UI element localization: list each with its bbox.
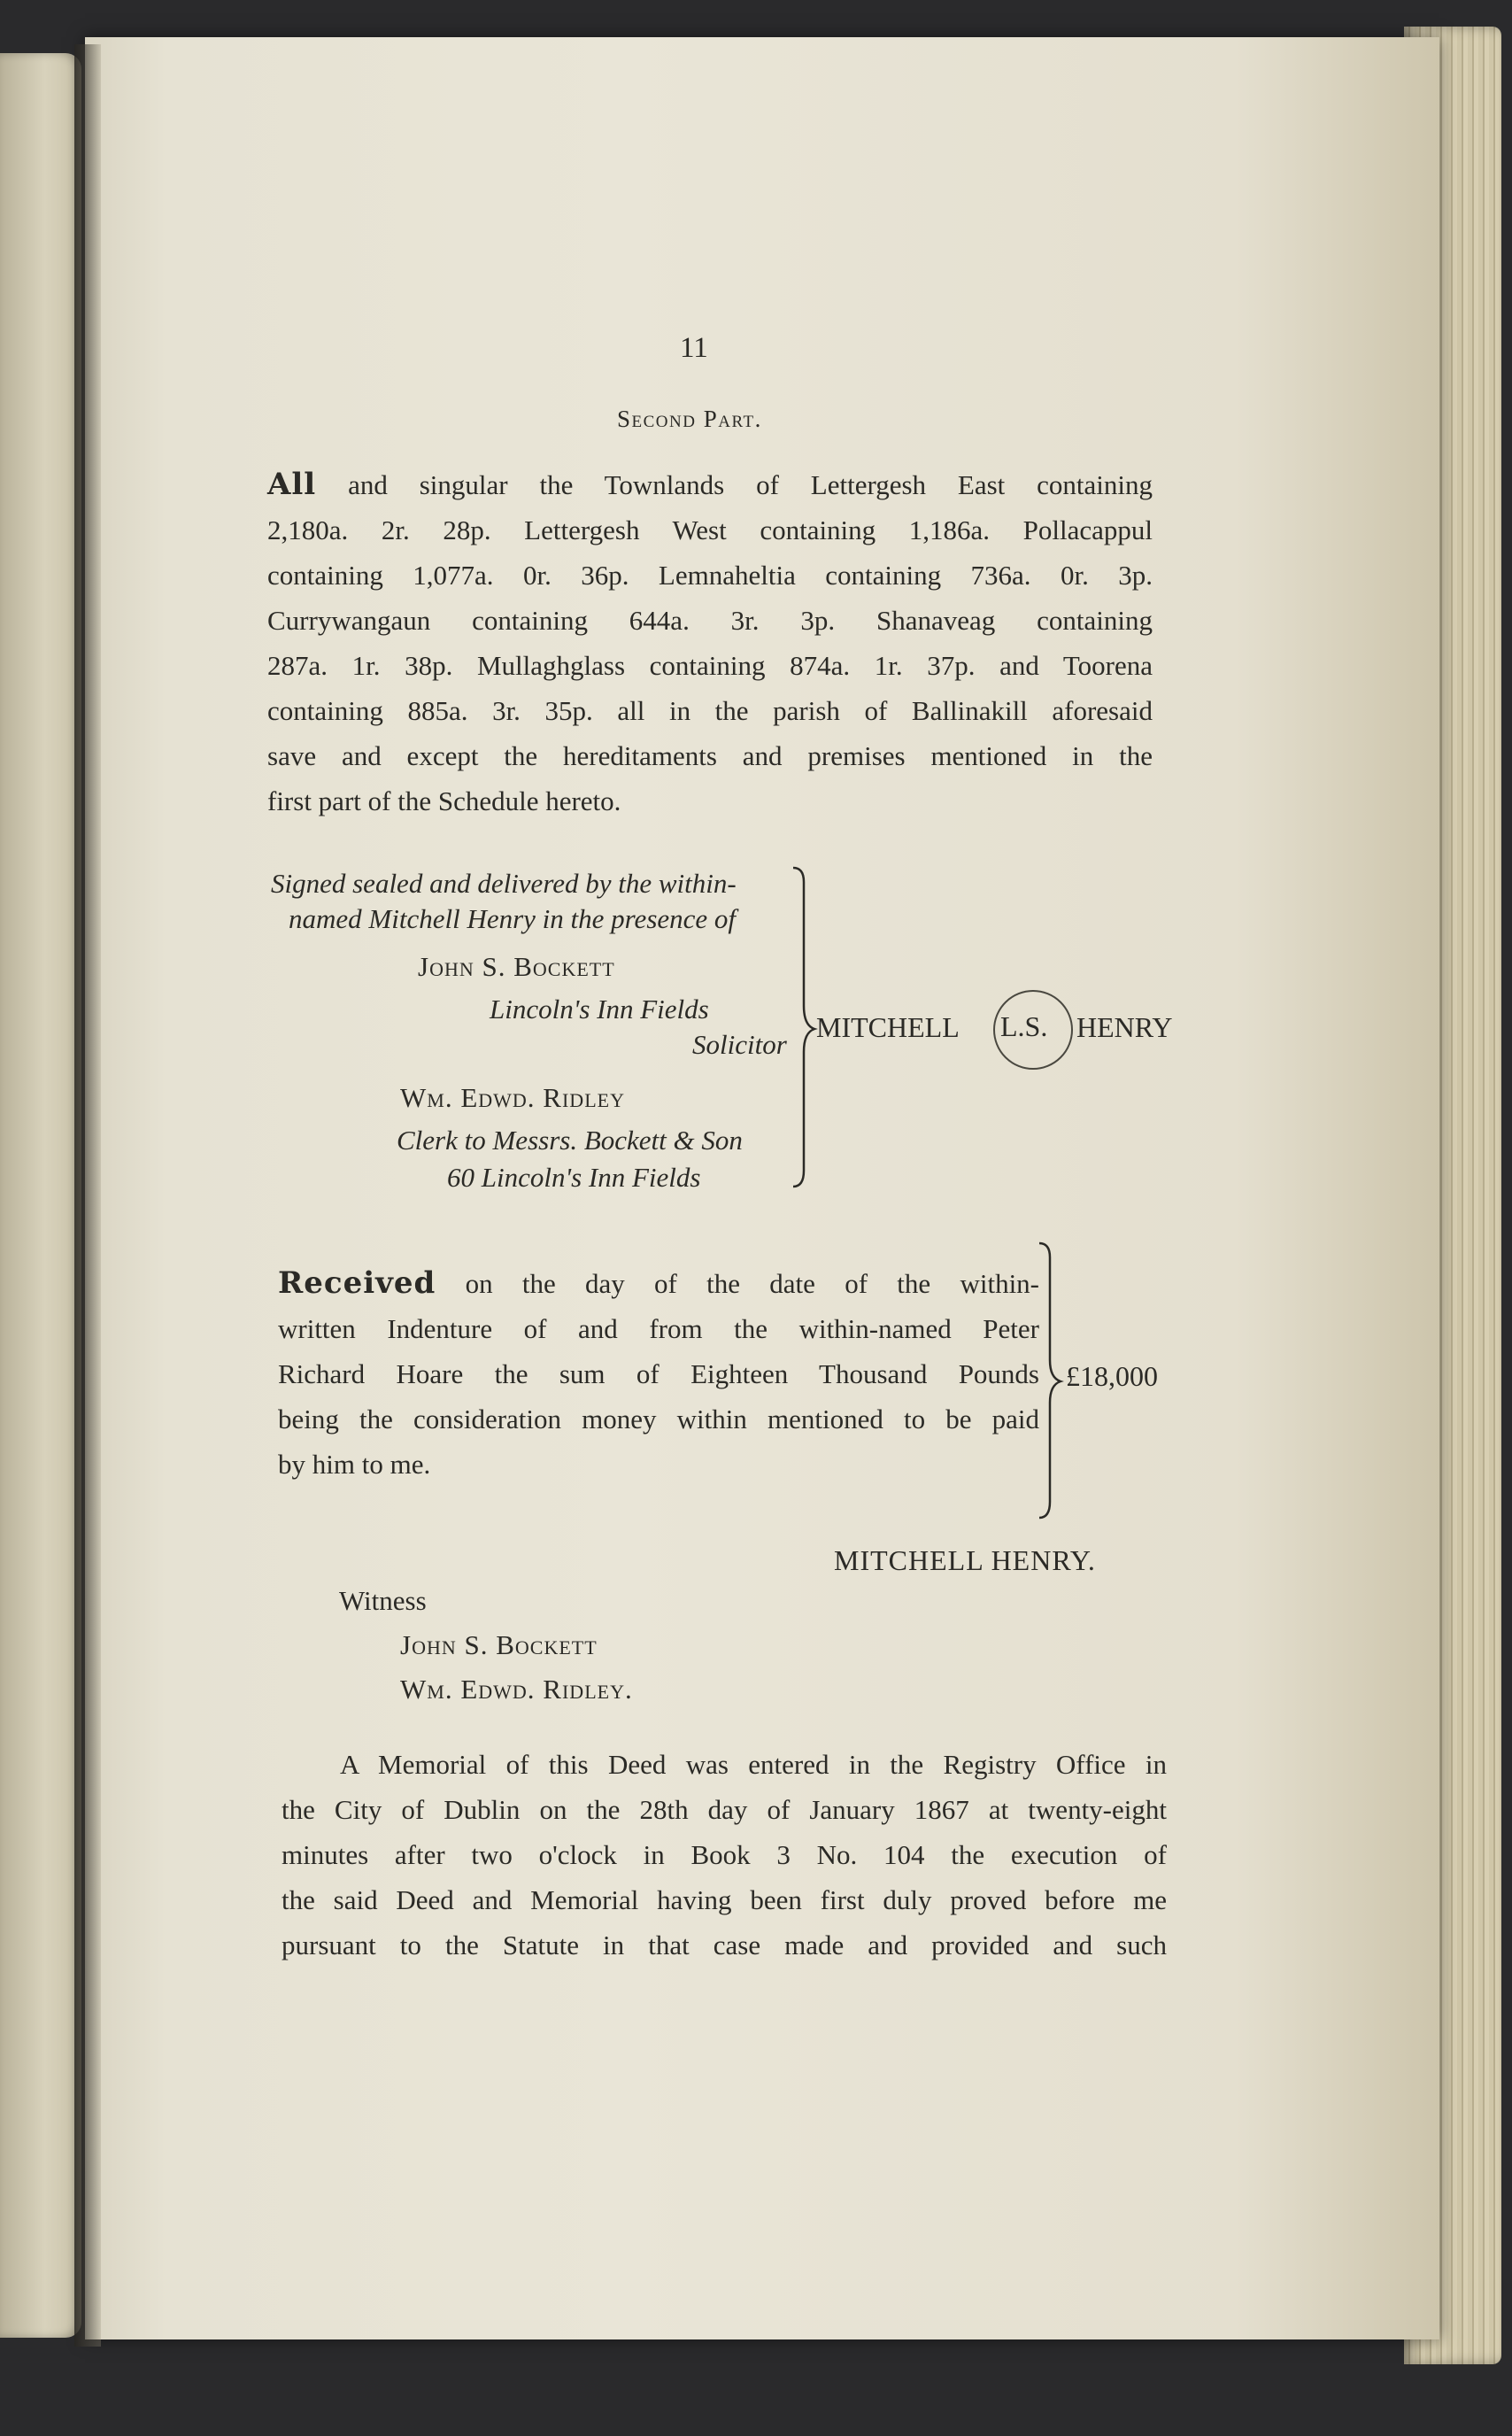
- receipt-amount: £18,000: [1066, 1360, 1158, 1392]
- schedule-paragraph: [267, 462, 1153, 824]
- receipt-witness1: John S. Bockett: [400, 1629, 598, 1660]
- receipt-line: being the consideration money within mentioned to be paid: [278, 1404, 1039, 1435]
- left-page-edge: [0, 53, 81, 2338]
- schedule-line: containing 1,077a. 0r. 36p. Lemnaheltia containing 736a. 0r. 3p.: [267, 560, 1153, 591]
- receipt-signature: MITCHELL HENRY.: [834, 1544, 1096, 1576]
- attestation-line: named Mitchell Henry in the presence of: [289, 903, 737, 934]
- section-heading: Second Part.: [617, 406, 762, 432]
- receipt-line: by him to me.: [278, 1449, 431, 1480]
- memorial-line: minutes after two o'clock in Book 3 No. 104 the execution of: [282, 1839, 1167, 1870]
- receipt-lead-word: Received: [278, 1265, 436, 1301]
- witness2-address: 60 Lincoln's Inn Fields: [447, 1162, 701, 1193]
- schedule-line: 2,180a. 2r. 28p. Lettergesh West containing 1,186a. Pollacappul: [267, 514, 1153, 545]
- schedule-line: save and except the hereditaments and premises mentioned in the: [267, 740, 1153, 771]
- witness2-name: Wm. Edwd. Ridley: [400, 1082, 625, 1113]
- schedule-line: All and singular the Townlands of Lettergesh East containing: [267, 467, 1153, 502]
- schedule-lead-word: All: [267, 467, 317, 502]
- receipt-line: Richard Hoare the sum of Eighteen Thousand Pounds: [278, 1358, 1039, 1389]
- receipt-line: written Indenture of and from the within-named Peter: [278, 1313, 1039, 1344]
- witness2-role: Clerk to Messrs. Bockett & Son: [397, 1125, 743, 1156]
- receipt-brace: [1034, 1240, 1069, 1521]
- memorial-line: the City of Dublin on the 28th day of January 1867 at twenty-eight: [282, 1794, 1167, 1825]
- receipt-witness2: Wm. Edwd. Ridley.: [400, 1674, 633, 1705]
- witness1-address: Lincoln's Inn Fields: [490, 994, 709, 1025]
- memorial-paragraph: [282, 1742, 1167, 1968]
- schedule-line: Currywangaun containing 644a. 3r. 3p. Shanaveag containing: [267, 605, 1153, 636]
- signatory-first-name: MITCHELL: [816, 1011, 960, 1043]
- witness1-name: John S. Bockett: [418, 951, 615, 982]
- page-number: 11: [680, 332, 708, 364]
- book-page: [85, 37, 1439, 2339]
- schedule-line: first part of the Schedule hereto.: [267, 785, 621, 816]
- memorial-line: the said Deed and Memorial having been first duly proved before me: [282, 1884, 1167, 1915]
- schedule-line: 287a. 1r. 38p. Mullaghglass containing 874a. 1r. 37p. and Toorena: [267, 650, 1153, 681]
- receipt-line: Received on the day of the date of the within-: [278, 1265, 1040, 1301]
- seal-label: L.S.: [1000, 1010, 1048, 1042]
- witness-label: Witness: [339, 1585, 427, 1616]
- schedule-line: containing 885a. 3r. 35p. all in the parish of Ballinakill aforesaid: [267, 695, 1153, 726]
- memorial-line: pursuant to the Statute in that case made and provided and such: [282, 1929, 1167, 1960]
- book-gutter: [74, 44, 101, 2347]
- memorial-line: A Memorial of this Deed was entered in the Registry Office in: [340, 1749, 1167, 1780]
- witness1-role: Solicitor: [692, 1029, 787, 1060]
- receipt-paragraph: [278, 1261, 1039, 1487]
- attestation-line: Signed sealed and delivered by the within-: [271, 868, 737, 899]
- signatory-last-name: HENRY: [1076, 1011, 1173, 1043]
